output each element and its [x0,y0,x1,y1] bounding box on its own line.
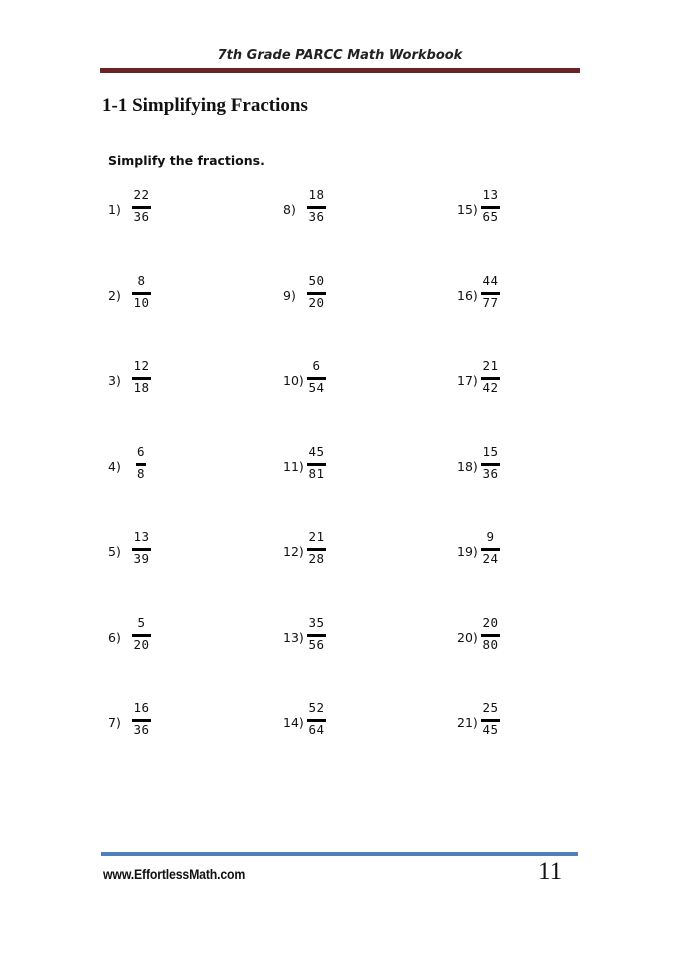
fraction-denominator: 64 [308,722,325,737]
fraction [132,187,160,233]
fraction-numerator: 45 [308,443,325,459]
problem-item [457,700,537,746]
page-number: 11 [538,858,563,885]
fraction [481,444,509,490]
fraction-numerator: 8 [137,272,146,288]
fraction [307,529,335,575]
fraction-denominator: 54 [308,380,325,395]
fraction-denominator: 24 [482,551,499,566]
fraction-denominator: 20 [308,294,325,310]
instructions: Simplify the fractions. [108,153,265,168]
footer-rule [101,852,578,856]
problem-item [108,444,188,490]
fraction-denominator: 80 [482,636,499,652]
problem-number: 4) [108,458,121,474]
fraction-numerator: 25 [482,700,499,715]
fraction-denominator: 39 [133,551,150,566]
fraction-numerator: 15 [482,443,499,459]
problem-number: 16) [457,287,478,303]
fraction [307,187,335,233]
problem-number: 19) [457,544,478,559]
fraction-denominator: 65 [482,209,499,224]
fraction [307,615,335,661]
problem-number: 2) [108,287,121,303]
fraction-denominator: 8 [136,465,146,481]
fraction [481,187,509,233]
fraction-numerator: 35 [308,614,325,630]
problem-number: 10) [283,373,304,388]
problem-item [108,273,188,319]
problem-item [283,529,363,575]
problem-number: 14) [283,715,304,730]
problem-number: 8) [283,202,296,217]
problem-item [457,358,537,404]
problem-number: 13) [283,629,304,645]
problem-item [457,444,537,490]
fraction-numerator: 21 [308,529,325,544]
fraction-denominator: 28 [308,551,325,566]
fraction [481,358,509,404]
problem-number: 21) [457,715,478,730]
problem-number: 3) [108,373,121,388]
problem-item [283,187,363,233]
fraction-numerator: 12 [133,358,150,373]
problem-item [108,529,188,575]
fraction-denominator: 36 [133,209,150,224]
fraction-numerator: 13 [133,529,150,544]
problem-number: 11) [283,458,304,474]
fraction-denominator: 36 [308,209,325,224]
fraction-denominator: 77 [482,294,499,310]
fraction-denominator: 36 [133,722,150,737]
fraction-denominator: 45 [482,722,499,737]
problem-item [283,700,363,746]
fraction [132,358,160,404]
fraction-numerator: 22 [133,187,150,202]
fraction-numerator: 18 [308,187,325,202]
problem-item [457,615,537,661]
fraction-numerator: 6 [136,443,146,459]
section-title: 1-1 Simplifying Fractions [102,95,308,116]
fraction [132,444,160,490]
fraction-denominator: 18 [133,380,150,395]
header-title: 7th Grade PARCC Math Workbook [217,48,463,63]
fraction [132,615,160,661]
fraction [132,700,160,746]
problem-number: 7) [108,715,121,730]
fraction-denominator: 36 [482,465,499,481]
problem-number: 15) [457,202,478,217]
problem-number: 17) [457,373,478,388]
problem-number: 20) [457,629,478,645]
fraction-numerator: 5 [137,614,146,630]
fraction-numerator: 9 [486,529,495,544]
fraction [307,273,335,319]
fraction-denominator: 10 [133,294,150,310]
problem-item [457,529,537,575]
problem-item [283,615,363,661]
problem-item [108,615,188,661]
fraction [481,529,509,575]
fraction-numerator: 44 [482,272,499,288]
problem-number: 18) [457,458,478,474]
fraction-denominator: 42 [482,380,499,395]
problem-item [283,444,363,490]
fraction-numerator: 50 [308,272,325,288]
problem-item [283,358,363,404]
problem-number: 12) [283,544,304,559]
problem-item [283,273,363,319]
fraction [307,444,335,490]
fraction-denominator: 20 [133,636,150,652]
fraction [481,700,509,746]
fraction-numerator: 20 [482,614,499,630]
problem-item [457,273,537,319]
fraction [307,700,335,746]
problem-item [108,358,188,404]
problem-item [108,187,188,233]
problem-item [108,700,188,746]
fraction-numerator: 16 [133,700,150,715]
fraction [132,273,160,319]
fraction-denominator: 81 [308,465,325,481]
problem-number: 5) [108,544,121,559]
header-rule [100,68,580,73]
fraction [481,273,509,319]
fraction-numerator: 52 [308,700,325,715]
problem-number: 6) [108,629,121,645]
fraction-numerator: 21 [482,358,499,373]
fraction [307,358,335,404]
problem-number: 1) [108,202,121,217]
footer-url[interactable]: www.EffortlessMath.com [103,866,246,882]
fraction [132,529,160,575]
problem-item [457,187,537,233]
fraction-denominator: 56 [308,636,325,652]
fraction-numerator: 13 [482,187,499,202]
fraction-numerator: 6 [312,358,321,373]
fraction [481,615,509,661]
problem-number: 9) [283,287,296,303]
